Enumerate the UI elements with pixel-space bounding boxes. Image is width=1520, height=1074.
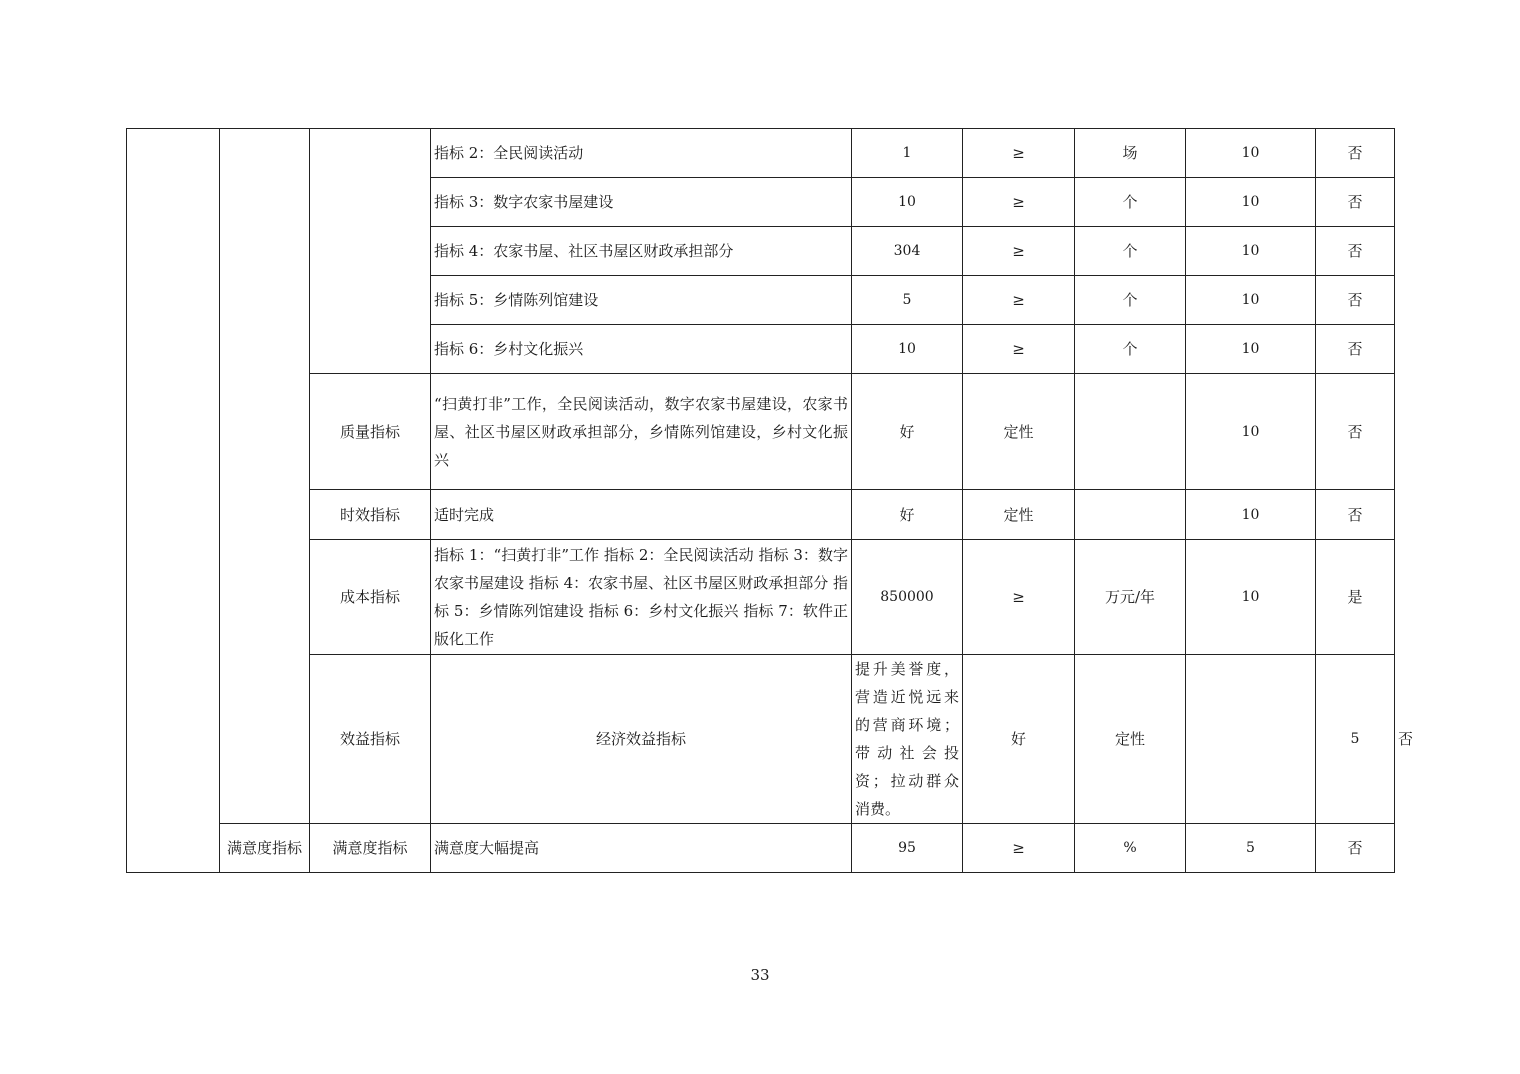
weight-cell: 10 [1186,178,1316,227]
operator-cell: ≥ [963,227,1075,276]
table-row-timeliness [127,490,1395,540]
unit-cell: 个 [1075,325,1186,374]
unit-cell: 万元/年 [1075,540,1186,655]
table-row [127,129,1395,178]
group-cell: 满意度指标 [220,824,310,873]
weight-cell: 10 [1186,490,1316,540]
empty-first-column-cell [127,129,220,873]
indicator-cell: 提升美誉度，营造近悦远来的营商环境；带动社会投资；拉动群众消费。 [852,655,963,824]
unit-cell: 场 [1075,129,1186,178]
group-cell: 效益指标 [310,655,431,824]
weight-cell: 10 [1186,325,1316,374]
page-number: 33 [750,966,770,984]
indicator-cell: 指标 2：全民阅读活动 [431,129,852,178]
operator-cell: ≥ [963,178,1075,227]
value-cell: 850000 [852,540,963,655]
indicator-cell: 指标 5：乡情陈列馆建设 [431,276,852,325]
operator-cell: ≥ [963,540,1075,655]
value-cell: 10 [852,325,963,374]
flag-cell: 否 [1316,276,1395,325]
performance-indicator-table [126,128,1414,873]
operator-cell: ≥ [963,325,1075,374]
unit-cell: 个 [1075,227,1186,276]
category-cell: 满意度指标 [310,824,431,873]
unit-cell: % [1075,824,1186,873]
indicator-cell: 指标 6：乡村文化振兴 [431,325,852,374]
unit-cell [1075,374,1186,490]
weight-cell: 5 [1316,655,1395,824]
category-cell: 成本指标 [310,540,431,655]
flag-cell: 否 [1316,490,1395,540]
operator-cell: ≥ [963,824,1075,873]
flag-cell: 否 [1316,178,1395,227]
value-cell: 10 [852,178,963,227]
unit-cell: 个 [1075,178,1186,227]
empty-group-cell [220,129,310,824]
weight-cell: 10 [1186,540,1316,655]
operator-cell: 定性 [963,374,1075,490]
category-cell: 时效指标 [310,490,431,540]
weight-cell: 10 [1186,129,1316,178]
value-cell: 好 [852,490,963,540]
value-cell: 95 [852,824,963,873]
value-cell: 1 [852,129,963,178]
unit-cell [1186,655,1316,824]
weight-cell: 10 [1186,276,1316,325]
table-row-satisfaction [127,824,1395,873]
operator-cell: ≥ [963,276,1075,325]
operator-cell: 定性 [1075,655,1186,824]
table-row-cost [127,540,1395,655]
indicator-cell: “扫黄打非”工作，全民阅读活动，数字农家书屋建设，农家书屋、社区书屋区财政承担部分，乡情陈列馆建设，乡村文化振兴 [431,374,852,490]
flag-cell: 否 [1316,374,1395,490]
empty-category-cell [310,129,431,374]
weight-cell: 5 [1186,824,1316,873]
value-cell: 5 [852,276,963,325]
flag-cell: 否 [1316,129,1395,178]
indicator-cell: 适时完成 [431,490,852,540]
value-cell: 好 [963,655,1075,824]
value-cell: 304 [852,227,963,276]
category-cell: 质量指标 [310,374,431,490]
flag-cell: 否 [1316,325,1395,374]
weight-cell: 10 [1186,227,1316,276]
unit-cell [1075,490,1186,540]
table-row-benefit: 效益指标 经济效益指标 提升美誉度，营造近悦远来的营商环境；带动社会投资；拉动群众消费。 好 定性 5 否 [127,655,1395,824]
category-cell: 经济效益指标 [431,655,852,824]
weight-cell: 10 [1186,374,1316,490]
table-row-quality [127,374,1395,490]
flag-cell: 是 [1316,540,1395,655]
flag-cell: 否 [1316,227,1395,276]
indicator-cell: 指标 1：“扫黄打非”工作 指标 2：全民阅读活动 指标 3：数字农家书屋建设 指标 4：农家书屋、社区书屋区财政承担部分 指标 5：乡情陈列馆建设 指标 6：乡村文化振兴 指标 7：软件正版化工作 [431,540,852,655]
flag-cell: 否 [1316,824,1395,873]
unit-cell: 个 [1075,276,1186,325]
indicator-cell: 指标 4：农家书屋、社区书屋区财政承担部分 [431,227,852,276]
indicator-cell: 满意度大幅提高 [431,824,852,873]
operator-cell: 定性 [963,490,1075,540]
operator-cell: ≥ [963,129,1075,178]
indicator-cell: 指标 3：数字农家书屋建设 [431,178,852,227]
value-cell: 好 [852,374,963,490]
